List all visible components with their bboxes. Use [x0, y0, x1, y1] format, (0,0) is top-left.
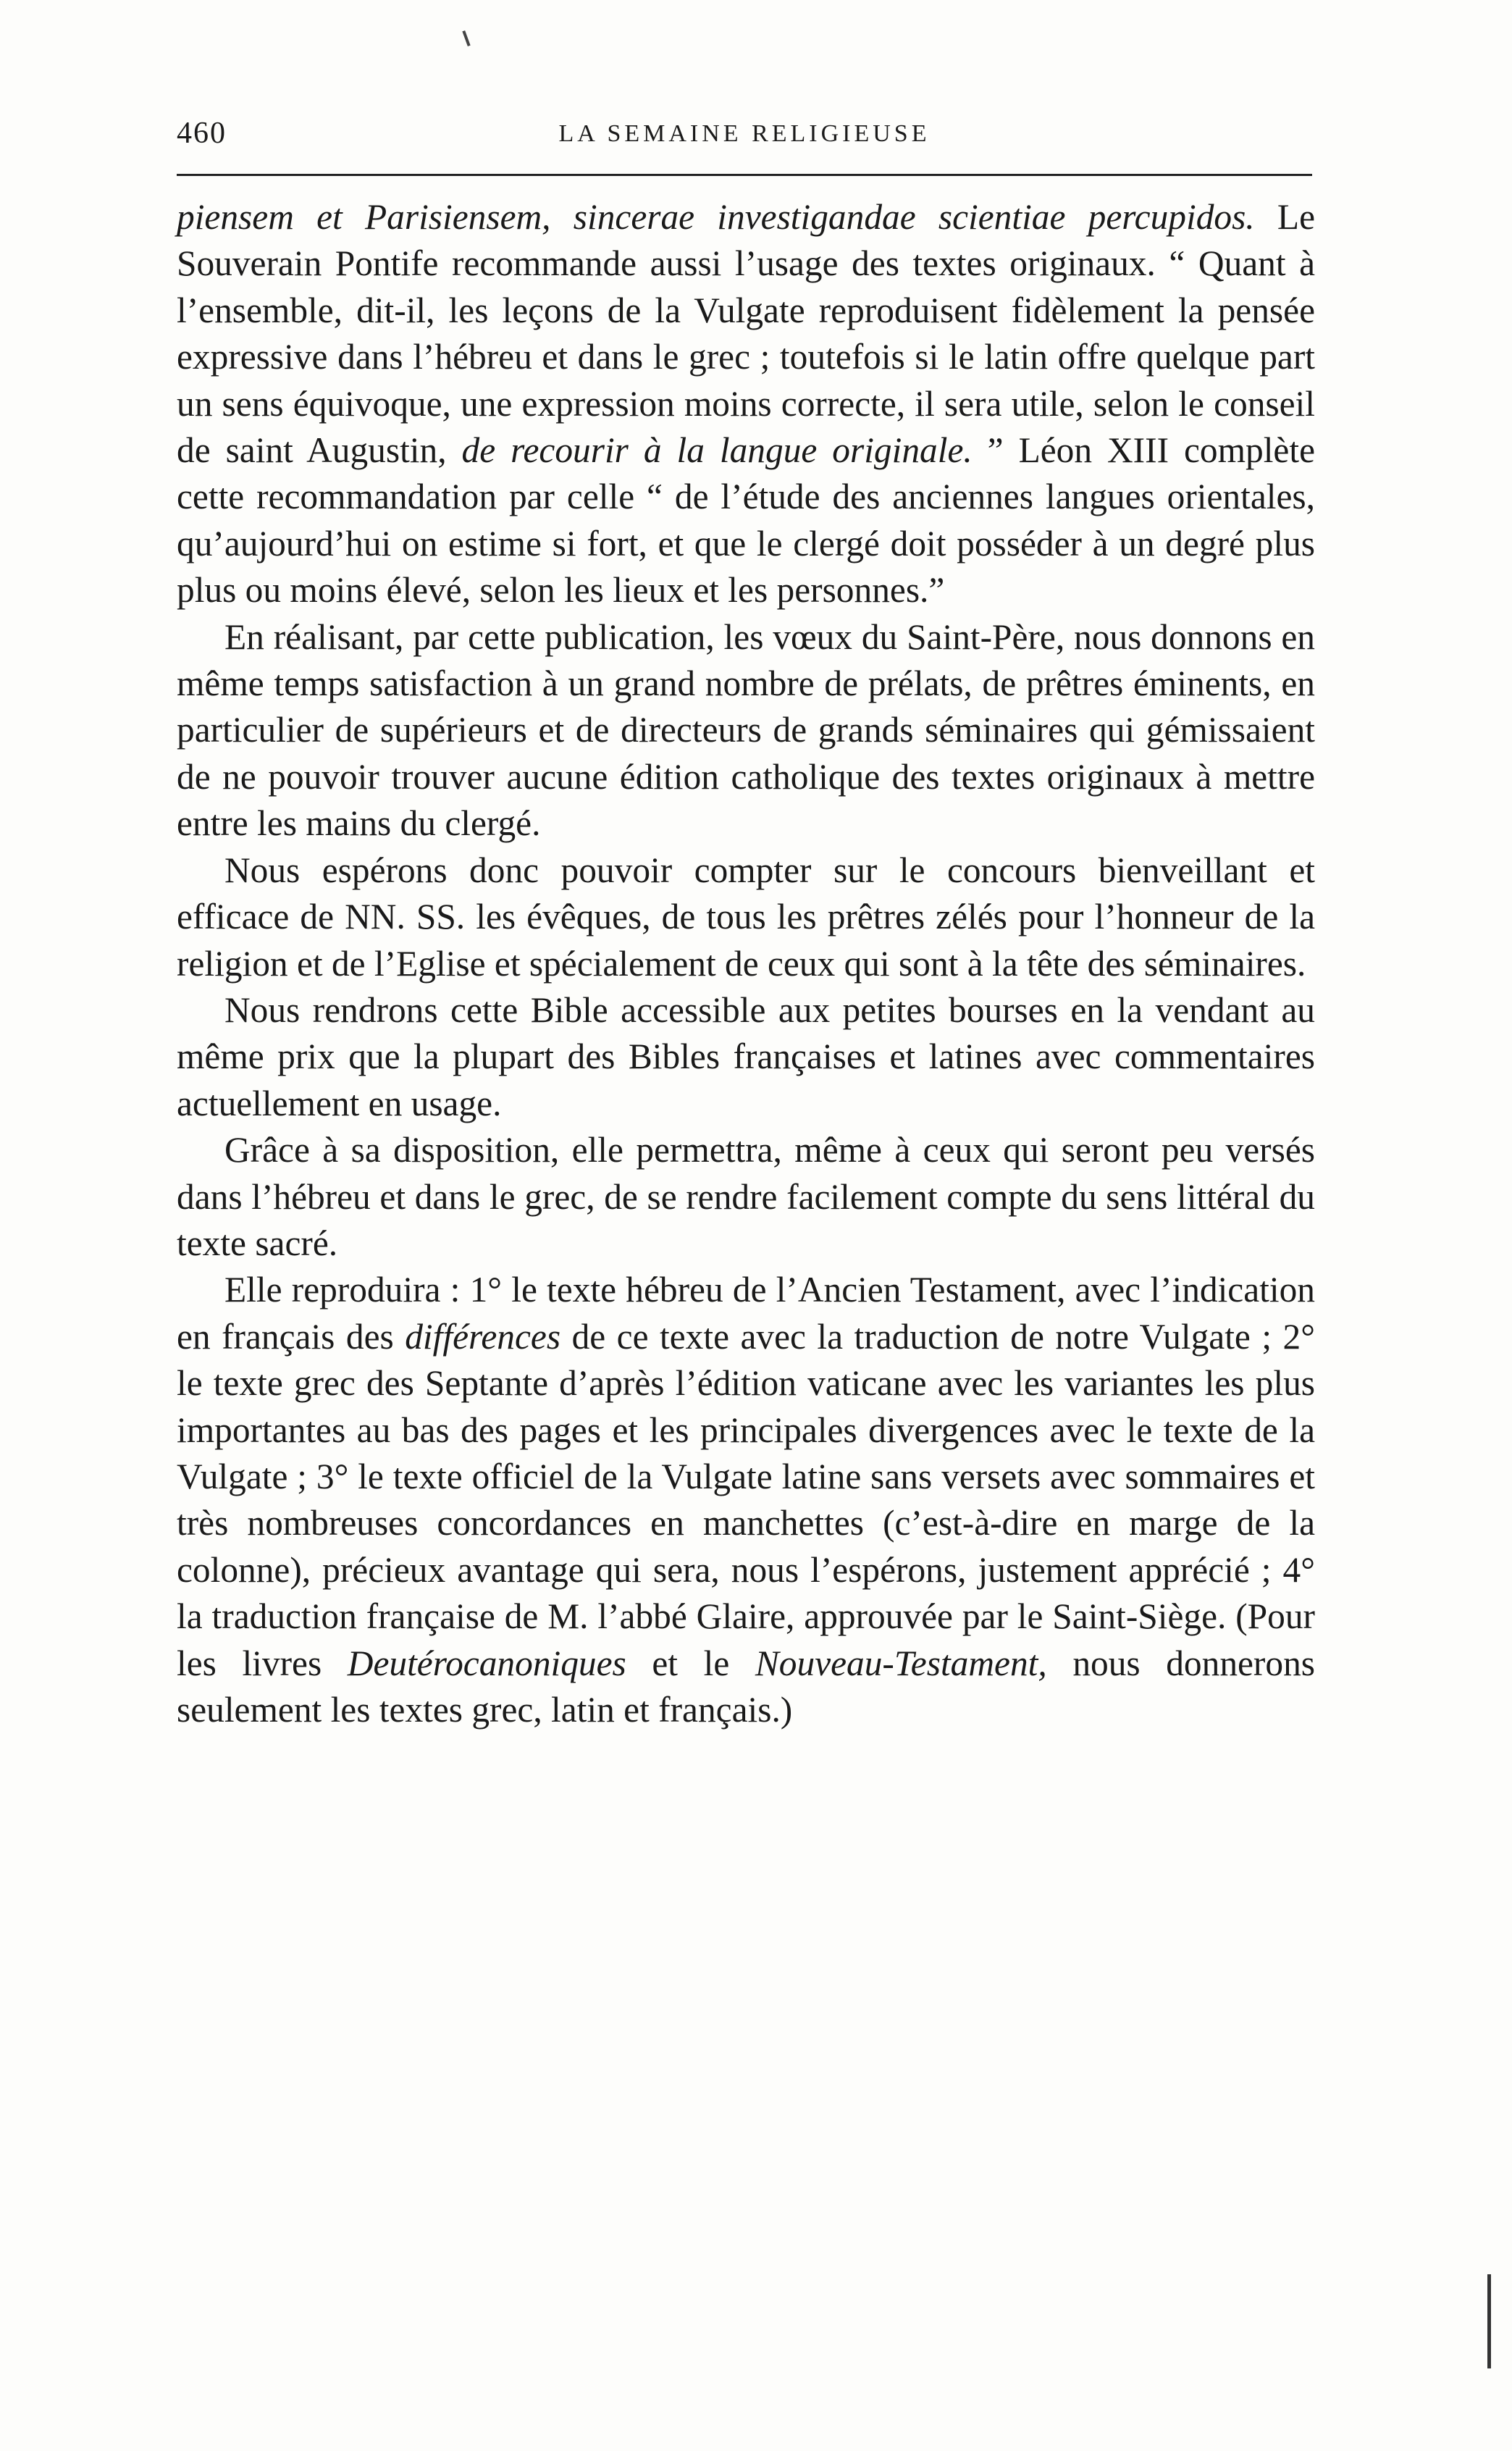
italic-text: pi: [177, 197, 205, 237]
paragraph: [177, 1267, 1315, 1733]
paragraph: [177, 847, 1315, 987]
scan-mark: [462, 30, 470, 46]
paragraph: [177, 987, 1315, 1127]
text-run: En réalisant, par cette publication, les vœux du Saint-Père, nous donnons en même temps satisfaction à un grand nombre de prélats, de prêtres éminents, en particulier de supérieurs et de directeurs de grands séminaires qui gémissaient de ne pouvoir trouver aucune édition catholique des textes originaux à mettre entre les mains du clergé.: [177, 616, 1315, 844]
text-run: Nous rendrons cette Bible accessible aux petites bourses en la vendant au même prix que la plupart des Bibles françaises et latines avec commentaires actuellement en usage.: [177, 989, 1315, 1123]
text-run: ” Léon XIII complète cette recommandation par celle “ de l’étude des anciennes langues orientales, qu’aujourd’hui on estime si fort, et que le clergé doit posséder à un degré plus plus ou moins élevé, selon les lieux et les personnes.”: [177, 430, 1315, 611]
italic-text: différences: [405, 1316, 561, 1357]
text-run: de ce texte avec la traduction de notre Vulgate ; 2° le texte grec des Septante d’après l’édition vaticane avec les variantes les plus importantes au bas des pages et les principales divergences avec le texte de la Vulgate ; 3° le texte officiel de la Vulgate latine sans versets avec sommaires et très nombreuses concordances en manchettes (c’est-à-dire en marge de la colonne), précieux avantage qui sera, nous l’espérons, justement apprécié ; 4° la traduction française de M. l’abbé Glaire, approuvée par le Saint-Siège. (Pour les livres: [177, 1316, 1315, 1683]
italic-text: nsem et Parisiensem, sincerae investigandae scientiae percupidos.: [220, 197, 1255, 237]
text-run: nous donnerons seulement les textes grec, latin et français.): [177, 1643, 1315, 1730]
paragraph: [177, 1127, 1315, 1267]
text-run: Grâce à sa disposition, elle permettra, même à ceux qui seront peu versés dans l’hébreu et dans le grec, de se rendre facilement compte du sens littéral du texte sacré.: [177, 1130, 1315, 1263]
italic-text: Nouveau-Testament,: [755, 1643, 1047, 1683]
text-run: Elle reproduira : 1° le texte hébreu de l’Ancien Testament, avec l’indication en français des: [177, 1270, 1315, 1357]
italic-text: de recourir à la langue originale.: [461, 430, 973, 471]
text-run: Le Souverain Pontife recommande aussi l’usage des textes originaux. “ Quant à l’ensemble, dit-il, les leçons de la Vulgate reproduisent fidèlement la pensée expressive dans l’hébreu et dans le grec ; toutefois si le latin offre quelque part un sens équivoque, une expression moins correcte, il sera utile, selon le conseil de saint Augustin,: [177, 197, 1315, 471]
body-text: [177, 194, 1315, 1733]
paragraph: [177, 614, 1315, 847]
italic-text: e: [204, 197, 221, 237]
page-number: 460: [177, 117, 227, 150]
italic-text: Deutérocanoniques: [347, 1643, 626, 1683]
running-title: LA SEMAINE RELIGIEUSE: [558, 120, 931, 147]
header-rule: [177, 174, 1312, 176]
text-run: et le: [626, 1643, 755, 1683]
paragraph: [177, 194, 1315, 614]
text-run: Nous espérons donc pouvoir compter sur le concours bienveillant et efficace de NN. SS. les évêques, de tous les prêtres zélés pour l’honneur de la religion et de l’Eglise et spécialement de ceux qui sont à la tête des séminaires.: [177, 850, 1315, 984]
margin-mark: [1487, 2274, 1491, 2368]
page-header: [177, 116, 1312, 159]
